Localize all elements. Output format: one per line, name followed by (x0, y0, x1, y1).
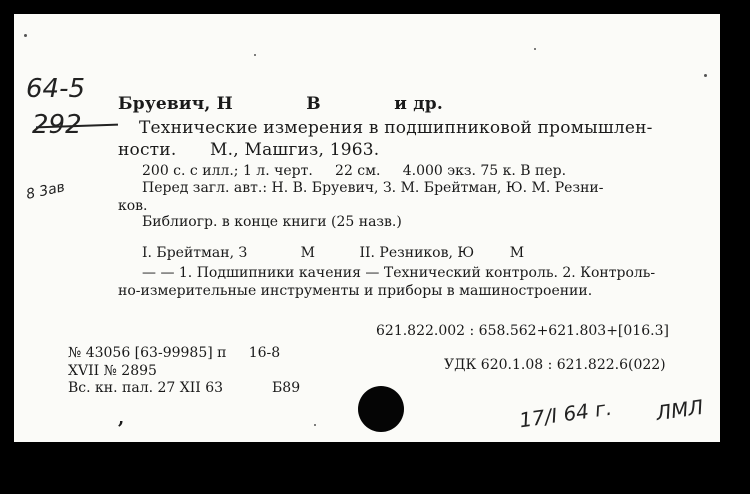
bibliography-note: Библиогр. в конце книги (25 назв.) (142, 214, 402, 230)
scan-speck (24, 34, 27, 37)
added-entries: I. Брейтман, З М II. Резников, Ю М (142, 245, 525, 261)
shelf-mark-bottom: 292 (32, 110, 82, 140)
scan-speck (704, 74, 707, 77)
authors-note-line-1: Перед загл. авт.: Н. В. Бруевич, З. М. Брейтман, Ю. М. Резни- (142, 180, 604, 196)
udc-number: УДК 620.1.08 : 621.822.6(022) (444, 357, 666, 373)
handwritten-signature: ЛМЛ (654, 394, 705, 426)
handwritten-date: 17/I 64 г. (517, 395, 614, 433)
collation-line: 200 с. с илл.; 1 л. черт. 22 см. 4.000 экз. 75 к. В пер. (142, 163, 567, 179)
author-heading: Бруевич, Н В и др. (118, 94, 443, 114)
scan-speck (254, 54, 256, 56)
title-line-2: ности. М., Машгиз, 1963. (118, 140, 380, 160)
scan-speck (314, 424, 316, 426)
classification-number: 621.822.002 : 658.562+621.803+[016.3] (376, 323, 669, 339)
margin-handwritten-mark: 8 3ав (24, 179, 67, 203)
series-number: XVII № 2895 (68, 363, 157, 379)
title-line-1: Технические измерения в подшипниковой промышлен- (139, 118, 653, 138)
subject-headings-line-2: но-измерительные инструменты и приборы в машиностроении. (118, 283, 593, 299)
scan-speck (534, 48, 536, 50)
catalog-card (14, 14, 720, 442)
order-number: № 43056 [63-99985] п 16-8 (68, 345, 281, 361)
book-chamber-date: Вс. кн. пал. 27 XII 63 (68, 380, 224, 396)
corner-mark: , (118, 408, 125, 429)
shelf-mark-top: 64-5 (26, 74, 86, 104)
subject-headings-line-1: — — 1. Подшипники качения — Технический контроль. 2. Контроль- (142, 265, 656, 281)
authors-note-line-2: ков. (118, 198, 148, 214)
book-chamber-code: Б89 (272, 380, 301, 396)
card-punch-hole (358, 386, 404, 432)
